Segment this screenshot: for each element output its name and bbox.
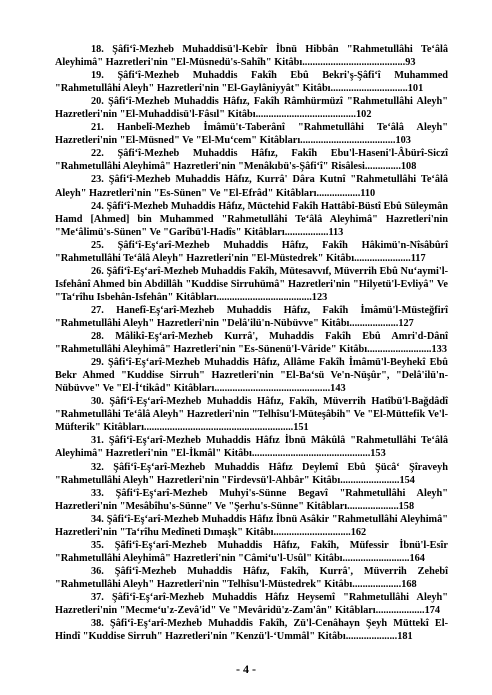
toc-entry	[55, 591, 448, 617]
toc-entry	[55, 69, 448, 95]
toc-entry	[55, 239, 448, 265]
toc-entry-text: 26. Şâfi‘î-Eş‘arî-Mezheb Muhaddis Fakîh, Mütesavvıf, Müverrih Ebû Nu‘aymi'l-Isfehânî Ahmed bin Abdillâh "Kuddise Sirruhümâ" Hazretleri'nin "Hilyetü'l-Evliyâ" Ve "Ta‘rîhu Isbehân-Isfehân" Kitâbları.....................................	[55, 265, 448, 303]
toc-entry	[55, 487, 448, 513]
toc-entry-text: 36. Şâfi‘î-Mezheb Muhaddis Hâfız, Fakîh, Kurrâ', Müverrih Zehebî "Rahmetullâhi Aleyh" Hazretleri'nin "Telhîsu'l-Müstedrek" Kitâbı...................	[55, 565, 448, 590]
page-number: - 4 -	[236, 662, 256, 676]
toc-entry-page: 113	[328, 226, 344, 238]
toc-entry-page: 158	[398, 500, 415, 512]
toc-entry	[55, 330, 448, 356]
toc-entry	[55, 95, 448, 121]
toc-entry-page: 162	[350, 526, 367, 538]
toc-entry-text: 24. Şâfi‘î-Mezheb Muhaddis Hâfız, Müctehid Fakîh Hattâbî-Büstî Ebû Süleymân Hamd [Ahmed] bin Muhammed "Rahmetullâhi Te‘âlâ Aleyhimâ" Hazretleri'nin "Me‘âlimü's-Sünen" Ve "Garîbü'l-Hadîs" Kitâbları.................	[55, 200, 448, 238]
toc-entry-page: 123	[311, 291, 328, 303]
toc-entry	[55, 173, 448, 199]
toc-entry	[55, 434, 448, 460]
toc-entry-text: 28. Mâlikî-Eş‘arî-Mezheb Kurrâ', Muhaddis Fakîh Ebû Amri'd-Dânî "Rahmetullâhi Aleyhimâ" Hazretleri'nin "Es-Sünenü'l-Vâride" Kitâbı.........................	[55, 331, 448, 356]
toc-entry-text: 29. Şâfi‘î-Eş‘arî-Mezheb Muhaddis Hâfız, Allâme Fakîh İmâmü'l-Beyhekî Ebû Bekr Ahmed "Kuddise Sirruh" Hazretleri'nin "El-Ba‘sü Ve'n-Nüşûr", "Delâ'ilü'n-Nübüvve" Ve "El-İ‘tikâd" Kitâbları.............................................	[55, 357, 448, 395]
toc-entry-page: 110	[360, 187, 376, 199]
toc-entry-text: 33. Şâfi‘î-Eş‘arî-Mezheb Muhyi's-Sünne Begavî "Rahmetullâhi Aleyh" Hazretleri'nin "Mesâbîhu's-Sünne" Ve "Şerhu's-Sünne" Kitâbları....................	[55, 487, 448, 512]
toc-entry	[55, 121, 448, 147]
toc-entry-page: 181	[397, 631, 413, 643]
toc-entry	[55, 356, 448, 395]
toc-entry	[55, 461, 448, 487]
toc-entry-text: 32. Şâfi‘î-Eş‘arî-Mezheb Muhaddis Hâfız Deylemî Ebû Şücâ‘ Şîraveyh "Rahmetullâhi Aleyh" Hazretleri'nin "Firdevsü'l-Ahbâr" Kitâbı.......................	[55, 461, 448, 486]
toc-entry-text: 34. Şâfi‘î-Eş‘arî-Mezheb Muhaddis Hâfız İbnü Asâkir "Rahmetullâhi Aleyhimâ" Hazretleri'nin "Ta‘rîhu Medîneti Dımaşk" Kitâbı..............................	[55, 513, 448, 538]
toc-entry-page: 174	[424, 605, 441, 617]
table-of-contents	[55, 43, 448, 643]
toc-entry	[55, 395, 448, 434]
toc-entry-page: 153	[370, 448, 386, 460]
toc-entry-text: 38. Şâfi‘î-Eş‘arî-Mezheb Muhaddis Fakîh, Zü'l-Cenâhayn Şeyh Müttekî El-Hindî "Kuddise Sirruh" Hazretleri'nin "Kenzü'l-‘Ummâl" Kitâbı....................	[55, 618, 448, 643]
toc-entry-text: 37. Şâfi‘î-Eş‘arî-Mezheb Muhaddis Hâfız Heysemî "Rahmetullâhi Aleyh" Hazretleri'nin "Mecme‘u'z-Zevâ'id" Ve "Mevâridü'z-Zam'ân" Kitâbları...................	[55, 591, 448, 617]
toc-entry	[55, 565, 448, 591]
toc-entry-text: 22. Şâfi‘î-Mezheb Muhaddis Hâfız, Fakîh Ebu'l-Haseni'l-Âbürî-Siczî "Rahmetullâhi Aleyhimâ" Hazretleri'nin "Menâkıbü's-Şâfi‘î" Risâlesi..............	[55, 148, 448, 173]
toc-entry-page: 143	[330, 383, 346, 395]
toc-entry-page: 117	[410, 252, 426, 264]
toc-entry	[55, 43, 448, 69]
toc-entry-text: 23. Şâfi‘î-Mezheb Muhaddis Hâfız, Kurrâ' Dâra Kutnî "Rahmetullâhi Te‘âlâ Aleyh" Hazretleri'nin "Es-Sünen" Ve "El-Efrâd" Kitâbları.................	[55, 174, 448, 199]
toc-entry-page: 127	[398, 317, 414, 329]
toc-entry-page: 164	[409, 552, 425, 564]
toc-entry	[55, 617, 448, 643]
toc-entry-text: 21. Hanbelî-Mezheb İmâmü't-Taberânî "Rahmetullâhi Te‘âlâ Aleyh" Hazretleri'nin "El-Müsned" Ve "El-Mu‘cem" Kitâbları.....................................	[55, 122, 448, 147]
toc-entry	[55, 265, 448, 304]
toc-entry-page: 103	[395, 135, 411, 147]
toc-entry-page: 154	[399, 474, 415, 486]
toc-entry	[55, 200, 448, 239]
toc-entry-page: 133	[431, 344, 447, 356]
toc-entry-page: 101	[407, 83, 424, 95]
toc-entry	[55, 147, 448, 173]
toc-entry-page: 108	[400, 161, 417, 173]
toc-entry-text: 27. Hanefî-Eş‘arî-Mezheb Muhaddis Hâfız, Fakîh İmâmü'l-Müsteğfirî "Rahmetullâhi Aleyh" Hazretleri'nin "Delâ'ilü'n-Nübüvve" Kitâbı...................	[55, 304, 448, 329]
toc-entry-text: 25. Şâfi‘î-Eş‘arî-Mezheb Muhaddis Hâfız, Fakîh Hâkimü'n-Nîsâbûrî "Rahmetullâhi Te‘âlâ Aleyh" Hazretleri'nin "El-Müstedrek" Kitâbı......................	[55, 239, 448, 264]
toc-entry-text: 20. Şâfi‘î-Mezheb Muhaddis Hâfız, Fakîh Râmhürmüzî "Rahmetullâhi Aleyh" Hazretleri'nin "El-Muhaddisü'l-Fâsıl" Kitâbı.......................................	[55, 96, 448, 121]
toc-entry	[55, 304, 448, 330]
toc-entry-text: 31. Şâfi‘î-Eş‘arî-Mezheb Muhaddis Hâfız İbnü Mâkûlâ "Rahmetullâhi Te‘âlâ Aleyhimâ" Hazretleri'nin "El-İkmâl" Kitâbı..............................................	[55, 435, 448, 460]
toc-entry	[55, 539, 448, 565]
toc-entry-text: 19. Şâfi‘î-Mezheb Muhaddis Fakîh Ebû Bekri'ş-Şâfi‘î Muhammed "Rahmetullâhi Aleyh" Hazretleri'nin "El-Gaylâniyyât" Kitâbı..............................	[55, 70, 448, 95]
toc-entry	[55, 513, 448, 539]
toc-entry-text: 30. Şâfi‘î-Eş‘arî-Mezheb Muhaddis Hâfız, Fakîh, Müverrih Hatîbü'l-Bağdâdî "Rahmetullâhi Te‘âlâ Aleyh" Hazretleri'nin "Telhîsu'l-Müteşâbih" Ve "El-Müttefik Ve'l-Müfterik" Kitâbları..........................................................	[55, 396, 448, 434]
toc-entry-text: 35. Şâfi‘î-Eş‘arî-Mezheb Muhaddis Hâfız, Fakîh, Müfessir İbnü'l-Esîr "Rahmetullâhi Aleyhimâ" Hazretleri'nin "Câmi‘u'l-Usûl" Kitâbı..........................	[55, 539, 448, 564]
toc-entry-page: 168	[401, 578, 417, 590]
toc-entry-page: 93	[405, 57, 416, 69]
toc-entry-page: 102	[356, 109, 372, 121]
toc-entry-page: 151	[293, 422, 309, 434]
toc-entry-text: 18. Şâfi‘î-Mezheb Muhaddisü'l-Kebîr İbnü Hibbân "Rahmetullâhi Te‘âlâ Aleyhimâ" Hazretleri'nin "El-Müsnedü's-Sahîh" Kitâbı........................................	[55, 44, 448, 69]
